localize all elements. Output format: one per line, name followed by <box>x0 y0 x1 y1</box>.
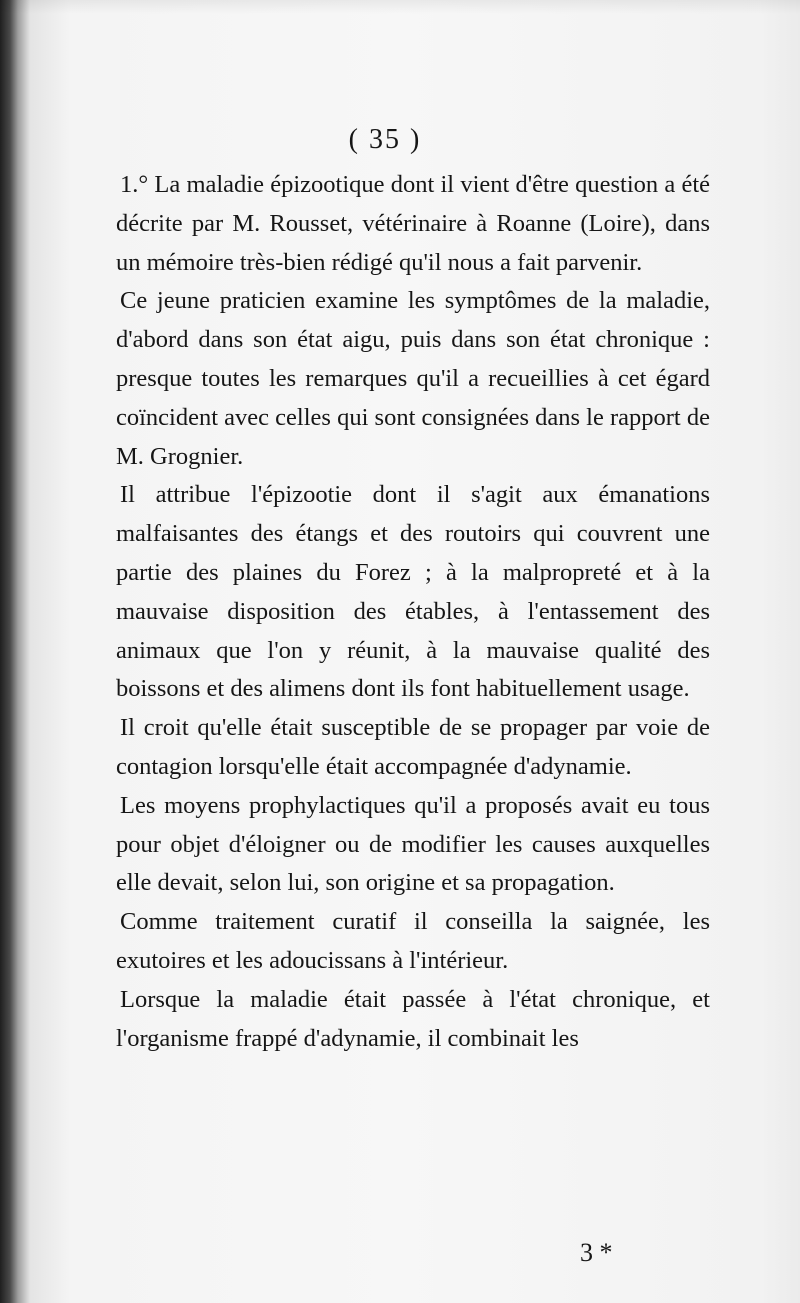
paragraph-1: 1.° La maladie épizootique dont il vient d'être question a été décrite par M. Rousset, vétérinaire à Roanne (Loire), dans un mémoire très-bien rédigé qu'il nous a fait parvenir. <box>116 171 710 276</box>
paragraph-4: Il croit qu'elle était susceptible de se propager par voie de contagion lorsqu'elle était accompagnée d'adynamie. <box>116 714 710 780</box>
signature-mark: 3 * <box>580 1238 613 1267</box>
paragraph-6: Comme traitement curatif il conseilla la saignée, les exutoires et les adoucissans à l'intérieur. <box>116 908 710 974</box>
paragraph-3: Il attribue l'épizootie dont il s'agit aux émanations malfaisantes des étangs et des routoirs qui couvrent une partie des plaines du Forez ; à la malpropreté et à la mauvaise disposition des étables, à l'entassement des animaux que l'on y réunit, à la mauvaise qualité des boissons et des alimens dont ils font habituellement usage. <box>116 481 710 703</box>
page-number: ( 35 ) <box>348 124 422 155</box>
paragraph-5: Les moyens prophylactiques qu'il a proposés avait eu tous pour objet d'éloigner ou de modifier les causes auxquelles elle devait, selon lui, son origine et sa propagation. <box>116 791 710 897</box>
paragraph-2: Ce jeune praticien examine les symptômes de la maladie, d'abord dans son état aigu, puis dans son état chronique : presque toutes les remarques qu'il a recueillies à cet égard coïncident avec celles qui sont consignées dans le rapport de M. Grognier. <box>116 287 710 470</box>
paragraph-7: Lorsque la maladie était passée à l'état chronique, et l'organisme frappé d'adynamie, il combinait les <box>116 985 710 1052</box>
page-body <box>116 166 710 1058</box>
